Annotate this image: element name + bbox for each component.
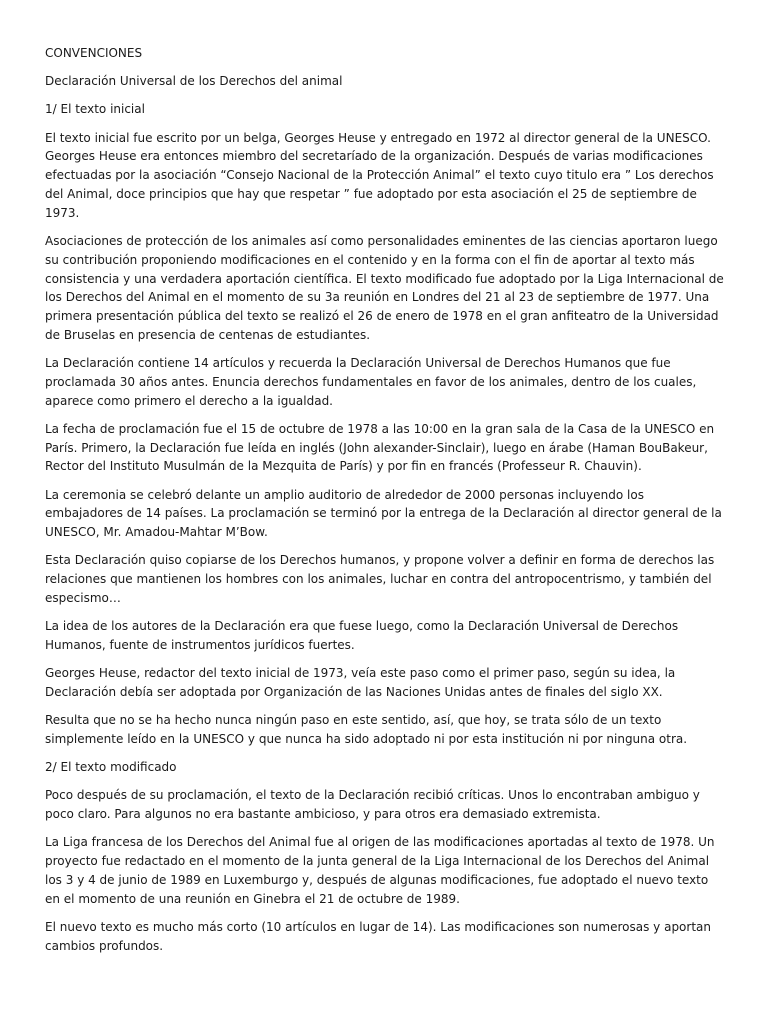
paragraph: Poco después de su proclamación, el texto de la Declaración recibió críticas. Unos lo encontraban ambiguo y poco claro. Para algunos no era bastante ambicioso, y para otros era demasiado extremista.: [45, 788, 700, 822]
paragraph: Esta Declaración quiso copiarse de los Derechos humanos, y propone volver a definir en forma de derechos las relaciones que mantienen los hombres con los animales, luchar en contra del antropocentrismo, y también del especismo…: [45, 553, 715, 606]
paragraph: La ceremonia se celebró delante un amplio auditorio de alrededor de 2000 personas incluyendo los embajadores de 14 países. La proclamación se terminó por la entrega de la Declaración al director general de la UNESCO, Mr. Amadou-Mahtar M’Bow.: [45, 487, 722, 540]
paragraph: La fecha de proclamación fue el 15 de octubre de 1978 a las 10:00 en la gran sala de la Casa de la UNESCO en París. Primero, la Declaración fue leída en inglés (John alexander-Sinclair), luego en árabe (Haman BouBakeur, Rector del Instituto Musulmán de la Mezquita de París) y por fin en francés (Professeur R. Chauvin).: [45, 421, 715, 474]
paragraph: La Liga francesa de los Derechos del Animal fue al origen de las modificaciones aportadas al texto de 1978. Un proyecto fue redactado en el momento de la junta general de la Liga Internacional de los Derechos del Animal los 3 y 4 de junio de 1989 en Luxemburgo y, después de algunas modificaciones, fue adoptado el nuevo texto en el momento de una reunión en Ginebra el 21 de octubre de 1989.: [45, 835, 715, 906]
document-title: Declaración Universal de los Derechos del animal: [45, 74, 343, 89]
section-heading-initial-text: 1/ El texto inicial: [45, 102, 145, 117]
paragraph: El texto inicial fue escrito por un belga, Georges Heuse y entregado en 1972 al director general de la UNESCO. Georges Heuse era entonces miembro del secretaríado de la organización. Después de varias modificaciones efectuadas por la asociación “Consejo Nacional de la Protección Animal” el texto cuyo titulo era ” Los derechos del Animal, doce principios que hay que respetar ” fue adoptado por esta asociación el 25 de septiembre de 1973.: [45, 130, 714, 220]
paragraph: Asociaciones de protección de los animales así como personalidades eminentes de las ciencias aportaron luego su contribución proponiendo modificaciones en el contenido y en la forma con el fin de aportar al texto más consistencia y una verdadera aportación científica. El texto modificado fue adoptado por la Liga Internacional de los Derechos del Animal en el momento de su 3a reunión en Londres del 21 al 23 de septiembre de 1977. Una primera presentación pública del texto se realizó el 26 de enero de 1978 en el gran anfiteatro de la Universidad de Bruselas en presencia de centenas de estudiantes.: [45, 233, 724, 342]
paragraph: La Declaración contiene 14 artículos y recuerda la Declaración Universal de Derechos Humanos que fue proclamada 30 años antes. Enuncia derechos fundamentales en favor de los animales, dentro de los cuales, aparece como primero el derecho a la igualdad.: [45, 356, 697, 408]
paragraph: El nuevo texto es mucho más corto (10 artículos en lugar de 14). Las modificaciones son numerosas y aportan cambios profundos.: [45, 919, 711, 953]
paragraph: Resulta que no se ha hecho nunca ningún paso en este sentido, así, que hoy, se trata sólo de un texto simplemente leído en la UNESCO y que nunca ha sido adoptado ni por esta institución ni por ninguna otra.: [45, 713, 688, 746]
paragraph: La idea de los autores de la Declaración era que fuese luego, como la Declaración Universal de Derechos Humanos, fuente de instrumentos jurídicos fuertes.: [45, 619, 679, 653]
document-heading: CONVENCIONES: [45, 46, 143, 60]
section-heading-modified-text: 2/ El texto modificado: [45, 760, 177, 775]
paragraph: Georges Heuse, redactor del texto inicial de 1973, veía este paso como el primer paso, según su idea, la Declaración debía ser adoptada por Organización de las Naciones Unidas antes de finales del siglo XX.: [45, 666, 676, 700]
document-page: [45, 44, 725, 965]
